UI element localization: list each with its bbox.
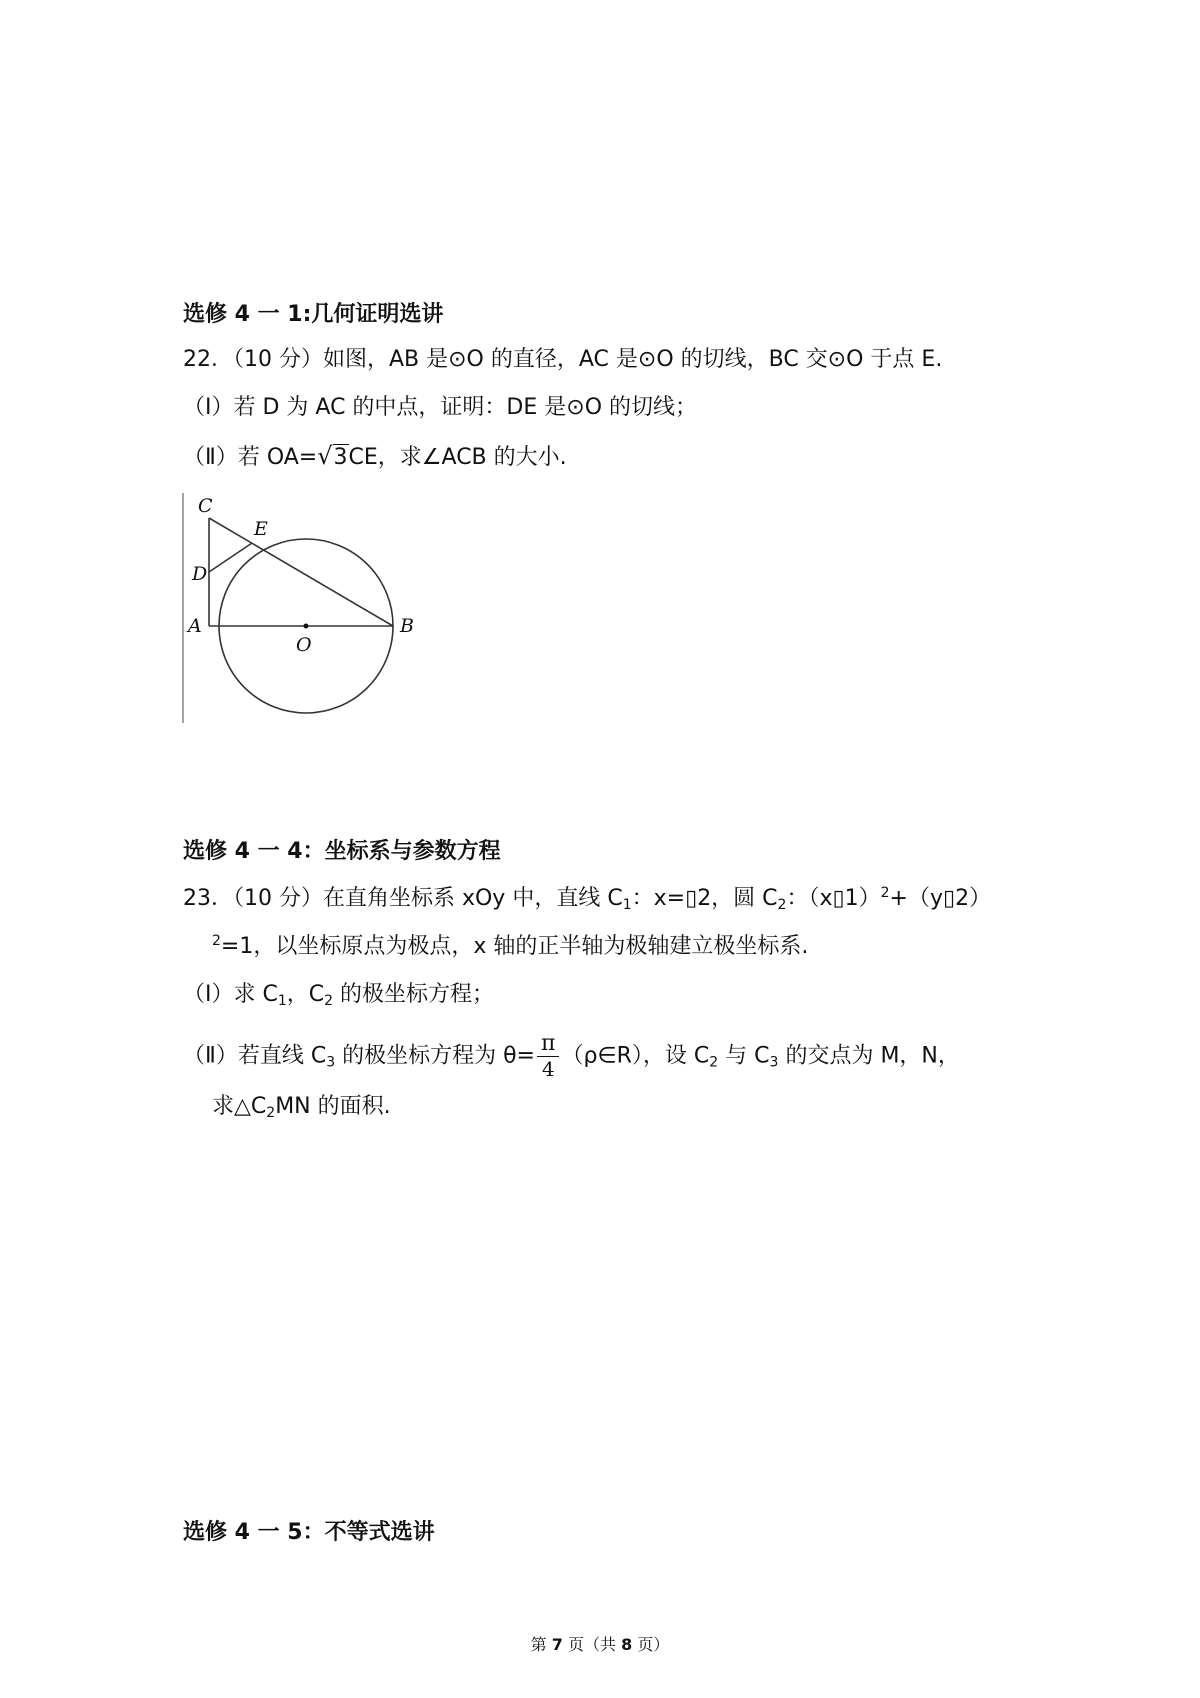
label-a: A — [188, 615, 202, 637]
part-2-prefix: （Ⅱ）若 OA= — [183, 445, 318, 470]
footer-mid: 页（共 — [562, 1635, 622, 1654]
segment-de — [209, 543, 252, 572]
subscript-2: 2 — [266, 1105, 276, 1121]
question-23-part-2-cont — [212, 1092, 391, 1122]
q23-p3-text-b: MN 的面积. — [275, 1094, 391, 1119]
question-23-line-2 — [212, 932, 808, 962]
superscript-2: 2 — [880, 885, 890, 901]
label-d: D — [192, 563, 208, 585]
page-footer — [0, 1632, 1200, 1655]
q23-text-f: +（y — [889, 886, 943, 911]
q23-p1-text-c: 的极坐标方程； — [333, 982, 495, 1007]
label-o: O — [296, 634, 312, 656]
q23-p2-text-c: （ρ∈R），设 C — [561, 1043, 710, 1069]
question-22-stem: 22．（10 分）如图，AB 是⊙O 的直径，AC 是⊙O 的切线，BC 交⊙O 于点 E. — [183, 347, 943, 372]
question-23-line-1 — [183, 884, 991, 914]
q23-text-d: ：（x — [786, 886, 833, 911]
subscript-2: 2 — [324, 993, 334, 1009]
q23-p2-text-e: 的交点为 M，N， — [778, 1043, 960, 1069]
question-22-part-1: （Ⅰ）若 D 为 AC 的中点，证明：DE 是⊙O 的切线； — [183, 395, 698, 420]
q23-line-2-text: =1，以坐标原点为极点，x 轴的正半轴为极轴建立极坐标系. — [220, 934, 809, 959]
missing-glyph-icon: ▯ — [832, 886, 845, 911]
question-22-part-2 — [183, 441, 567, 473]
missing-glyph-icon: ▯ — [943, 886, 956, 911]
subscript-2: 2 — [777, 897, 787, 913]
fraction-pi-over-4 — [537, 1032, 559, 1081]
q23-p1-text-a: （Ⅰ）求 C — [183, 982, 278, 1007]
q23-p2-text-b: 的极坐标方程为 θ= — [335, 1043, 535, 1069]
missing-glyph-icon: ▯ — [685, 886, 698, 911]
segment-bc — [209, 518, 393, 626]
q23-text-a: 23．（10 分）在直角坐标系 xOy 中，直线 C — [183, 886, 623, 911]
center-point-o — [304, 624, 309, 629]
label-b: B — [400, 615, 414, 637]
fraction-numerator: π — [537, 1032, 559, 1057]
subscript-3: 3 — [769, 1054, 779, 1071]
q23-p1-text-b: ，C — [286, 982, 325, 1007]
subscript-1: 1 — [277, 993, 287, 1009]
page-number: 7 — [551, 1635, 563, 1654]
page-total: 8 — [621, 1635, 633, 1654]
footer-pre: 第 — [530, 1635, 552, 1654]
superscript-2: 2 — [212, 933, 221, 949]
q23-p2-text-a: （Ⅱ）若直线 C — [183, 1043, 327, 1069]
subscript-2: 2 — [709, 1054, 719, 1071]
subscript-1: 1 — [622, 897, 632, 913]
q23-text-b: ：x= — [631, 886, 686, 911]
question-23-part-2 — [183, 1032, 960, 1081]
part-2-suffix: CE，求∠ACB 的大小. — [348, 445, 567, 470]
q23-p3-text-a: 求△C — [212, 1094, 267, 1119]
geometry-figure — [180, 488, 430, 728]
sqrt-expression: √3 — [317, 442, 348, 470]
footer-post: 页） — [632, 1635, 670, 1654]
question-23-part-1 — [183, 980, 494, 1010]
label-c: C — [198, 495, 213, 517]
q23-text-c: 2，圆 C — [697, 886, 778, 911]
sqrt-radicand: 3 — [333, 445, 348, 470]
section-heading-geometry: 选修 4 一 1:几何证明选讲 — [183, 302, 444, 327]
q23-text-g: 2） — [955, 886, 992, 911]
section-heading-inequality: 选修 4 一 5：不等式选讲 — [183, 1520, 435, 1545]
section-heading-polar: 选修 4 一 4：坐标系与参数方程 — [183, 839, 501, 864]
fraction-denominator: 4 — [541, 1057, 555, 1081]
q23-p2-text-d: 与 C — [718, 1043, 770, 1069]
q23-text-e: 1） — [844, 886, 881, 911]
subscript-3: 3 — [326, 1054, 336, 1071]
label-e: E — [254, 518, 268, 540]
